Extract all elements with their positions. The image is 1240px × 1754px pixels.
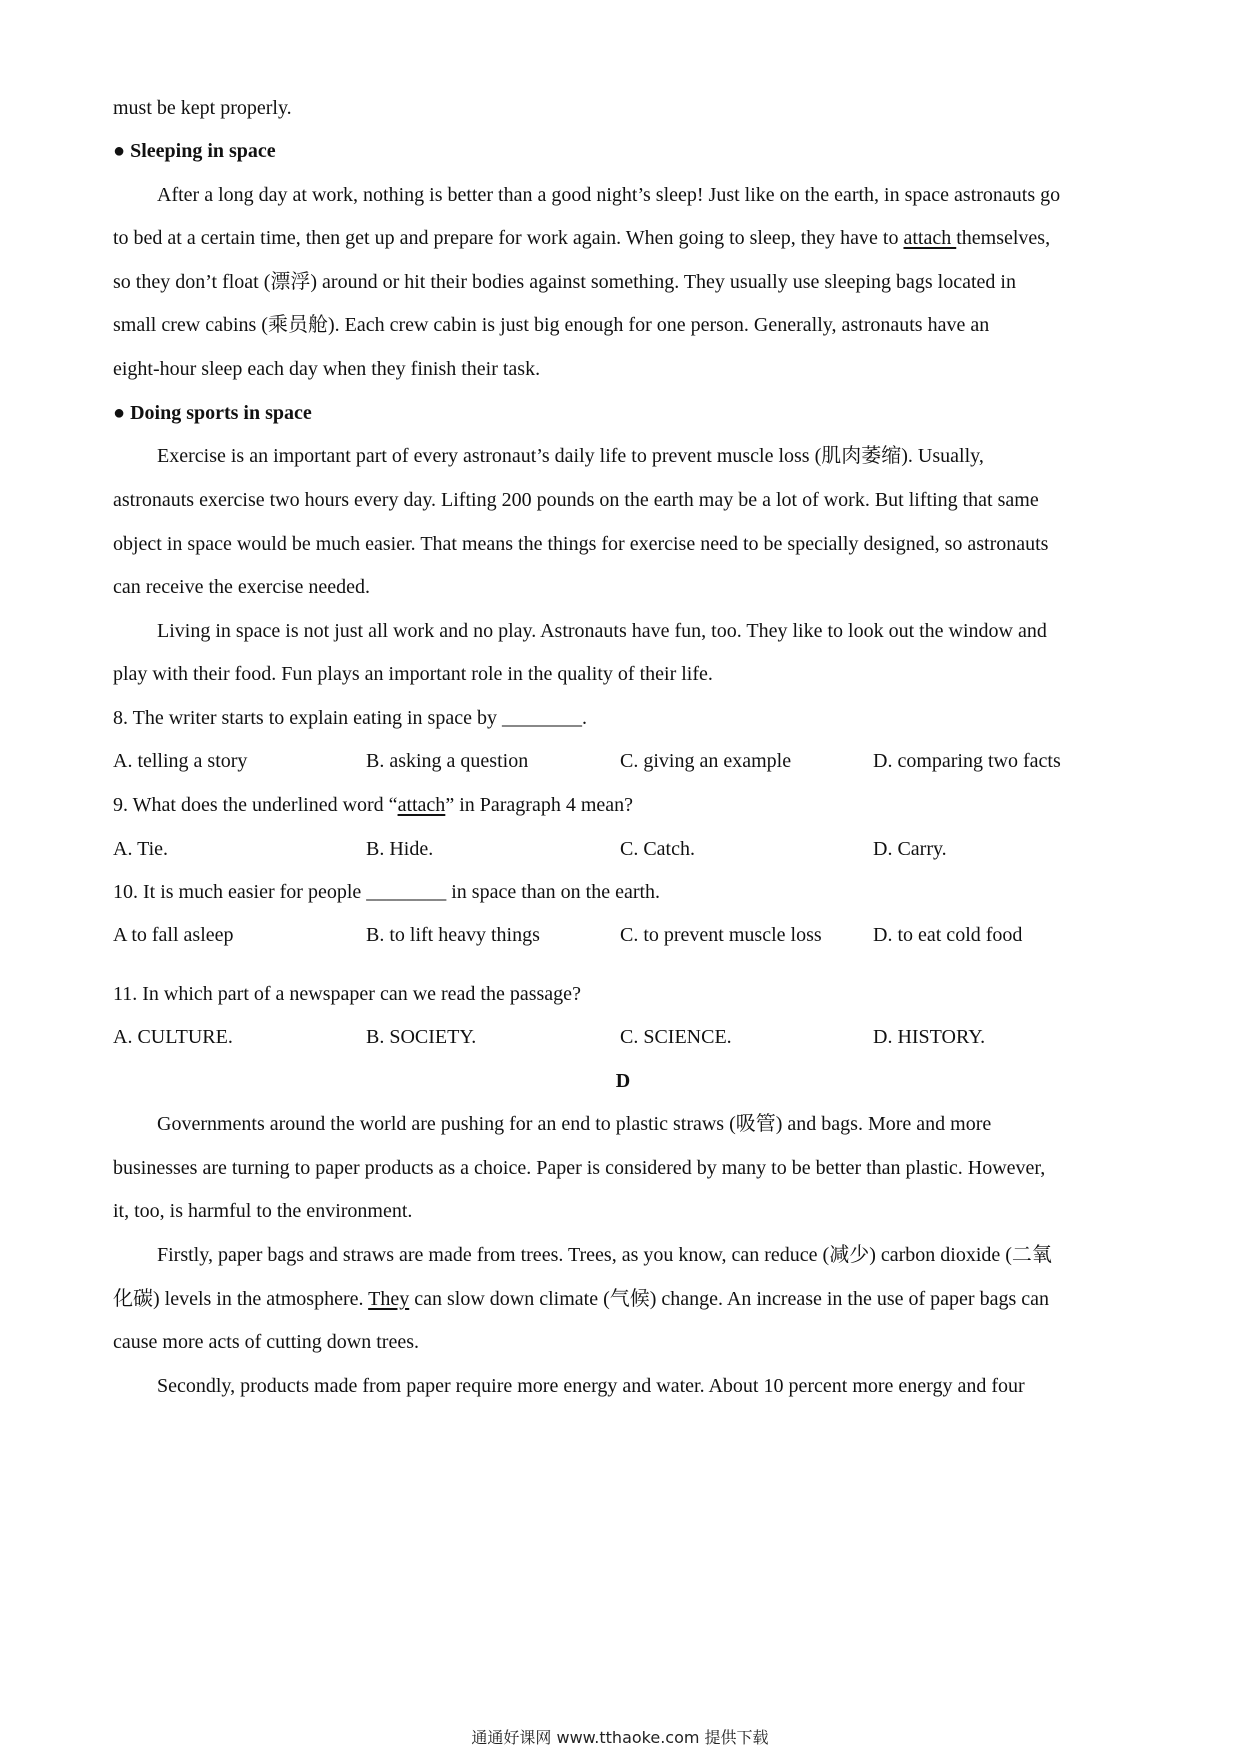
q9-stem-end: ” in Paragraph 4 mean? — [445, 794, 634, 816]
section-heading-sports: ● Doing sports in space — [113, 402, 312, 424]
q9-option-d: D. Carry. — [873, 838, 947, 860]
d-para1-line-1: Governments around the world are pushing for an end to plastic straws (吸管) and bags. More and more — [157, 1113, 992, 1135]
sleep-line-1: After a long day at work, nothing is better than a good night’s sleep! Just like on the earth, in space astronauts go — [157, 184, 1061, 206]
question-10: 10. It is much easier for people ________ in space than on the earth. — [113, 881, 661, 903]
d-para2-line-1: Firstly, paper bags and straws are made from trees. Trees, as you know, can reduce (减少) carbon dioxide (二氧 — [157, 1244, 1052, 1266]
sleep-line-5: eight-hour sleep each day when they finish their task. — [113, 358, 541, 380]
d-para2-line-2 — [113, 1287, 1049, 1311]
q8-option-b: B. asking a question — [366, 750, 529, 772]
q9-option-c: C. Catch. — [620, 838, 695, 860]
sleep-line-3: so they don’t float (漂浮) around or hit their bodies against something. They usually use sleeping bags located in — [113, 271, 1016, 293]
sports-line-1: Exercise is an important part of every astronaut’s daily life to prevent muscle loss (肌肉萎缩). Usually, — [157, 445, 984, 467]
underlined-word-they: They — [368, 1288, 410, 1310]
sports-line-3: object in space would be much easier. That means the things for exercise need to be specially designed, so astronauts — [113, 533, 1049, 555]
underlined-word-attach: attach — [903, 227, 957, 249]
q8-option-c: C. giving an example — [620, 750, 792, 772]
continuation-line: must be kept properly. — [113, 97, 292, 119]
sleep-line-2 — [113, 226, 1050, 250]
sports-line-4: can receive the exercise needed. — [113, 576, 371, 598]
q8-option-d: D. comparing two facts — [873, 750, 1061, 772]
section-heading-sleep: ● Sleeping in space — [113, 140, 276, 162]
d-para1-line-3: it, too, is harmful to the environment. — [113, 1200, 413, 1222]
page-footer: 通通好课网 www.tthaoke.com 提供下载 — [471, 1728, 769, 1747]
q10-option-b: B. to lift heavy things — [366, 924, 540, 946]
q9-stem-start: 9. What does the underlined word “ — [113, 794, 398, 816]
sports-line-2: astronauts exercise two hours every day. Lifting 200 pounds on the earth may be a lot of work. But lifting that same — [113, 489, 1039, 511]
sleep-line-2-tail: themselves, — [956, 227, 1051, 249]
q11-option-d: D. HISTORY. — [873, 1026, 986, 1048]
q8-option-a: A. telling a story — [113, 750, 248, 772]
q9-option-b: B. Hide. — [366, 838, 434, 860]
q10-option-d: D. to eat cold food — [873, 924, 1023, 946]
question-8: 8. The writer starts to explain eating in space by ________. — [113, 707, 587, 729]
d-para2-line-2-start: 化碳) levels in the atmosphere. — [113, 1288, 369, 1310]
q11-option-b: B. SOCIETY. — [366, 1026, 477, 1048]
q10-option-a: A to fall asleep — [113, 924, 234, 946]
d-para2-line-2-end: can slow down climate (气候) change. An increase in the use of paper bags can — [409, 1288, 1050, 1310]
question-9 — [113, 793, 633, 817]
passage-label-d: D — [615, 1070, 631, 1092]
q10-option-c: C. to prevent muscle loss — [620, 924, 822, 946]
question-11: 11. In which part of a newspaper can we read the passage? — [113, 983, 581, 1005]
q11-option-c: C. SCIENCE. — [620, 1026, 732, 1048]
sleep-line-2-text: to bed at a certain time, then get up and prepare for work again. When going to sleep, they have to — [113, 227, 904, 249]
fun-line-1: Living in space is not just all work and no play. Astronauts have fun, too. They like to look out the window and — [157, 620, 1047, 642]
d-para2-line-3: cause more acts of cutting down trees. — [113, 1331, 420, 1353]
d-para3-line-1: Secondly, products made from paper require more energy and water. About 10 percent more energy and four — [157, 1375, 1025, 1397]
q9-underlined-word: attach — [397, 794, 446, 816]
q9-option-a: A. Tie. — [113, 838, 169, 860]
fun-line-2: play with their food. Fun plays an important role in the quality of their life. — [113, 663, 713, 685]
sleep-line-4: small crew cabins (乘员舱). Each crew cabin is just big enough for one person. Generally, astronauts have an — [113, 314, 990, 336]
d-para1-line-2: businesses are turning to paper products as a choice. Paper is considered by many to be better than plastic. However, — [113, 1157, 1046, 1179]
q11-option-a: A. CULTURE. — [113, 1026, 233, 1048]
